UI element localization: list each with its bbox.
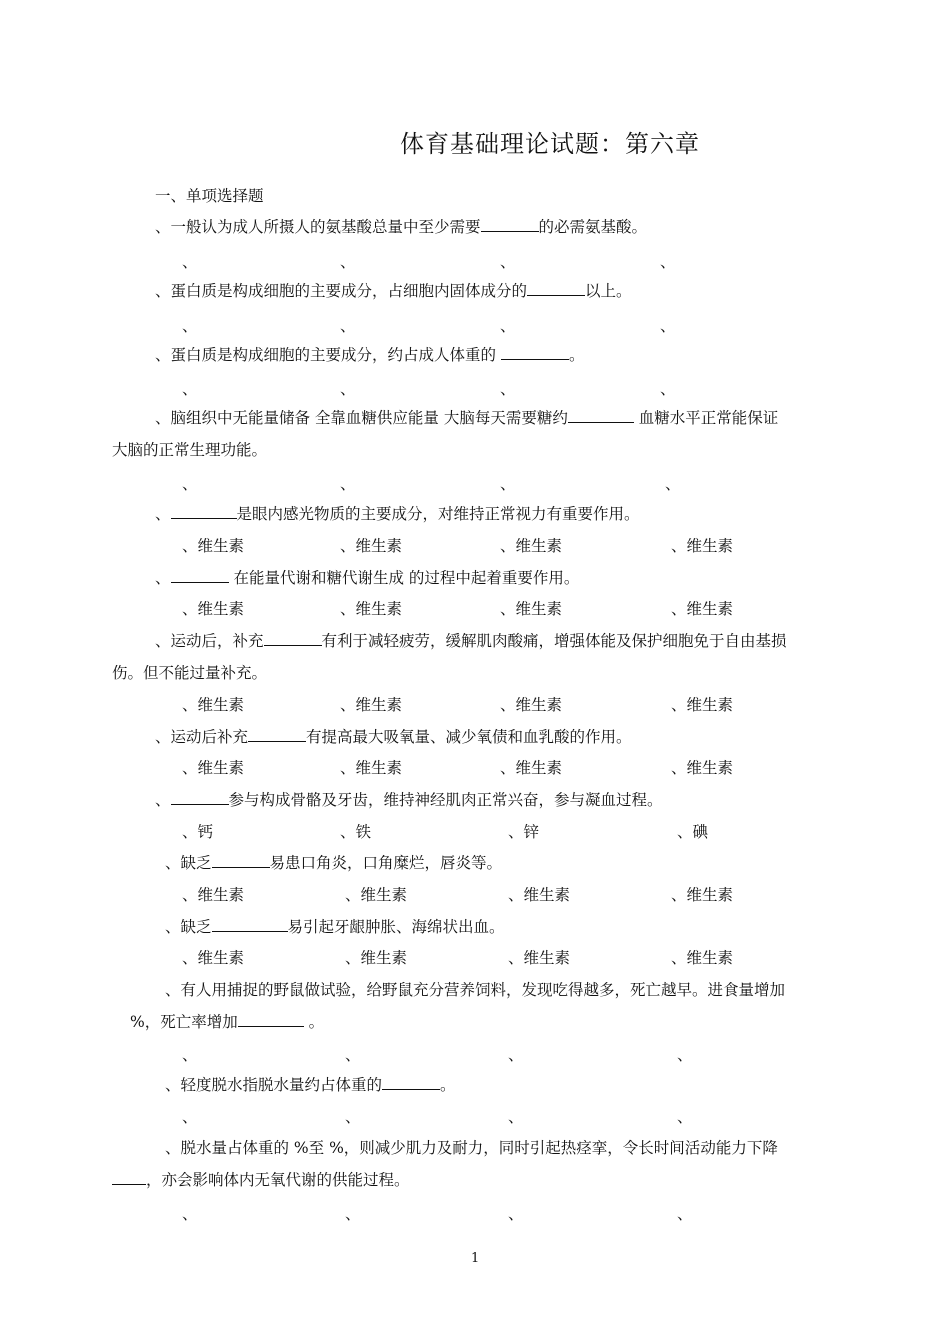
option-d: 、维生素 xyxy=(671,696,734,714)
question-text: 、运动后，补充 xyxy=(155,632,264,650)
option-b: 、维生素 xyxy=(340,537,403,555)
option-b: 、 xyxy=(340,475,356,493)
question-text: 易患口角炎，口角糜烂，唇炎等。 xyxy=(269,854,503,872)
option-a: 、维生素 xyxy=(182,696,245,714)
option-d: 、 xyxy=(660,317,676,335)
option-a: 、 xyxy=(182,475,198,493)
option-d: 、维生素 xyxy=(671,949,734,967)
option-c: 、维生素 xyxy=(500,696,563,714)
question-2 xyxy=(155,281,632,301)
option-b: 、维生素 xyxy=(345,949,408,967)
option-d: 、 xyxy=(677,1046,693,1064)
answer-blank xyxy=(501,345,569,360)
section-heading: 一、单项选择题 xyxy=(155,187,264,205)
option-a: 、 xyxy=(182,1108,198,1126)
question-14-continued xyxy=(112,1170,410,1190)
option-d: 、 xyxy=(660,253,676,271)
option-c: 、维生素 xyxy=(500,759,563,777)
option-a: 、 xyxy=(182,1046,198,1064)
question-text: 、 xyxy=(155,505,171,523)
option-b: 、维生素 xyxy=(340,600,403,618)
option-b: 、 xyxy=(340,317,356,335)
option-c: 、维生素 xyxy=(508,949,571,967)
option-c: 、 xyxy=(500,380,516,398)
question-text: 、运动后补充 xyxy=(155,728,249,746)
question-text: 、 xyxy=(155,569,171,587)
question-4-continued: 大脑的正常生理功能。 xyxy=(112,441,268,459)
answer-blank xyxy=(248,727,306,742)
answer-blank xyxy=(568,408,634,423)
answer-blank xyxy=(171,504,237,519)
answer-blank xyxy=(171,568,229,583)
option-c: 、维生素 xyxy=(500,537,563,555)
question-text: 、 xyxy=(155,791,171,809)
option-a: 、 xyxy=(182,317,198,335)
answer-blank xyxy=(481,217,539,232)
option-b: 、维生素 xyxy=(340,696,403,714)
question-text: 、缺乏 xyxy=(165,918,212,936)
question-text: 、蛋白质是构成细胞的主要成分，占细胞内固体成分的 xyxy=(155,282,528,300)
answer-blank xyxy=(212,917,288,932)
question-6 xyxy=(155,568,579,588)
question-text: 、缺乏 xyxy=(165,854,212,872)
question-text: 。 xyxy=(568,346,585,364)
option-b: 、铁 xyxy=(340,823,372,841)
question-text: 在能量代谢和糖代谢生成 的过程中起着重要作用。 xyxy=(228,569,580,587)
option-c: 、 xyxy=(500,253,516,271)
question-text: 有利于减轻疲劳，缓解肌肉酸痛，增强体能及保护细胞免于自由基损 xyxy=(321,632,787,650)
option-a: 、维生素 xyxy=(182,759,245,777)
option-d: 、维生素 xyxy=(671,600,734,618)
question-text: 的必需氨基酸。 xyxy=(538,218,648,236)
question-3 xyxy=(155,345,584,365)
option-a: 、钙 xyxy=(182,823,214,841)
option-c: 、维生素 xyxy=(508,886,571,904)
question-text: 、一般认为成人所摄人的氨基酸总量中至少需要 xyxy=(155,218,481,236)
answer-blank xyxy=(112,1170,146,1185)
option-d: 、 xyxy=(677,1205,693,1223)
question-text: 。 xyxy=(303,1013,325,1031)
option-d: 、维生素 xyxy=(671,537,734,555)
option-b: 、 xyxy=(345,1046,361,1064)
answer-blank xyxy=(382,1075,440,1090)
option-a: 、 xyxy=(182,380,198,398)
question-text: 。 xyxy=(440,1076,456,1094)
option-d: 、 xyxy=(660,380,676,398)
question-text: ，亦会影响体内无氧代谢的供能过程。 xyxy=(146,1171,410,1189)
option-a: 、 xyxy=(182,1205,198,1223)
question-13 xyxy=(165,1075,456,1095)
question-12: 、有人用捕捉的野鼠做试验，给野鼠充分营养饲料，发现吃得越多，死亡越早。进食量增加 xyxy=(165,981,786,999)
question-text: %，死亡率增加 xyxy=(130,1013,238,1031)
option-a: 、 xyxy=(182,253,198,271)
option-b: 、 xyxy=(340,253,356,271)
question-text: 有提高最大吸氧量、减少氧债和血乳酸的作用。 xyxy=(306,728,632,746)
question-7-continued: 伤。但不能过量补充。 xyxy=(112,664,268,682)
option-b: 、维生素 xyxy=(340,759,403,777)
option-a: 、维生素 xyxy=(182,886,245,904)
answer-blank xyxy=(238,1012,304,1027)
answer-blank xyxy=(527,281,585,296)
question-1 xyxy=(155,217,647,237)
option-a: 、维生素 xyxy=(182,600,245,618)
option-b: 、 xyxy=(345,1108,361,1126)
question-7 xyxy=(155,631,787,651)
question-text: 血糖水平正常能保证 xyxy=(633,409,779,427)
option-a: 、维生素 xyxy=(182,949,245,967)
option-b: 、 xyxy=(340,380,356,398)
option-c: 、锌 xyxy=(508,823,540,841)
option-c: 、维生素 xyxy=(500,600,563,618)
option-d: 、 xyxy=(677,1108,693,1126)
page-number: 1 xyxy=(471,1251,480,1266)
question-4 xyxy=(155,408,778,428)
question-10 xyxy=(165,853,502,873)
question-5 xyxy=(155,504,640,524)
answer-blank xyxy=(212,853,270,868)
question-11 xyxy=(165,917,505,937)
option-d: 、 xyxy=(665,475,681,493)
page-title: 体育基础理论试题：第六章 xyxy=(400,130,700,158)
option-a: 、维生素 xyxy=(182,537,245,555)
option-d: 、维生素 xyxy=(671,886,734,904)
question-text: 以上。 xyxy=(585,282,632,300)
question-text: 、轻度脱水指脱水量约占体重的 xyxy=(165,1076,383,1094)
option-c: 、 xyxy=(500,475,516,493)
question-text: 、脑组织中无能量储备 全靠血糖供应能量 大脑每天需要糖约 xyxy=(155,409,568,427)
option-c: 、 xyxy=(508,1108,524,1126)
option-b: 、维生素 xyxy=(345,886,408,904)
question-8 xyxy=(155,727,632,747)
option-c: 、 xyxy=(500,317,516,335)
question-text: 易引起牙龈肿胀、海绵状出血。 xyxy=(287,918,505,936)
option-c: 、 xyxy=(508,1205,524,1223)
question-text: 参与构成骨骼及牙齿，维持神经肌肉正常兴奋，参与凝血过程。 xyxy=(228,791,663,809)
question-text: 、蛋白质是构成细胞的主要成分，约占成人体重的 xyxy=(155,346,501,364)
answer-blank xyxy=(264,631,322,646)
option-d: 、碘 xyxy=(677,823,709,841)
option-d: 、维生素 xyxy=(671,759,734,777)
question-text: 是眼内感光物质的主要成分，对维持正常视力有重要作用。 xyxy=(236,505,640,523)
option-b: 、 xyxy=(345,1205,361,1223)
question-12-continued xyxy=(130,1012,324,1032)
option-c: 、 xyxy=(508,1046,524,1064)
answer-blank xyxy=(171,790,229,805)
question-9 xyxy=(155,790,663,810)
question-14: 、脱水量占体重的 %至 %，则减少肌力及耐力，同时引起热痉挛，令长时间活动能力下降 xyxy=(165,1139,778,1157)
